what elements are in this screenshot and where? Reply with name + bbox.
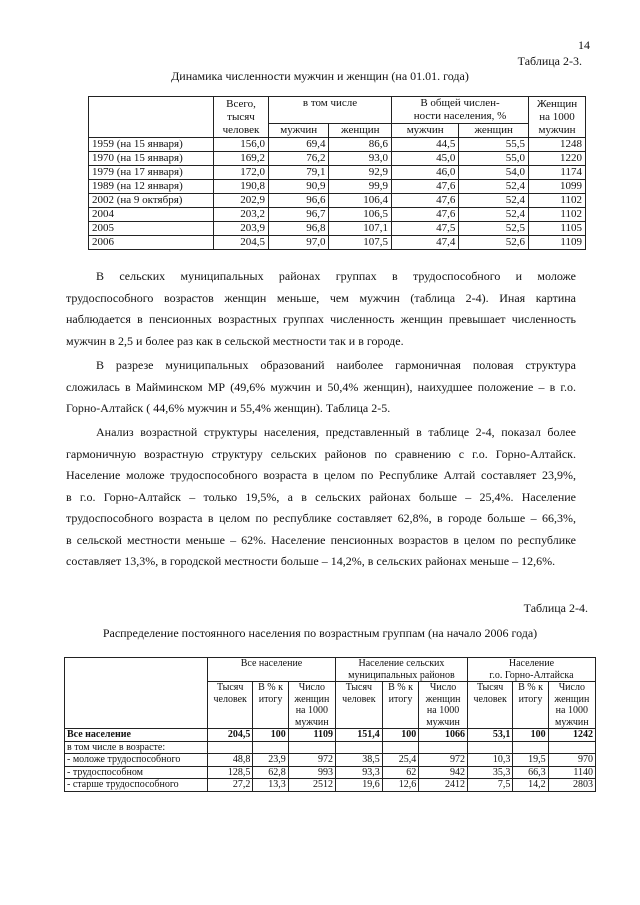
value-cell: 190,8 (214, 180, 269, 194)
value-cell: 93,0 (329, 152, 392, 166)
header-text: Женщин (536, 97, 578, 110)
value-cell: 47,4 (392, 236, 459, 250)
value-cell: 99,9 (329, 180, 392, 194)
header-text: Число (429, 682, 457, 693)
header-text: Число (298, 682, 325, 693)
age-distribution-table (64, 657, 596, 792)
value-cell: 100 (382, 729, 418, 742)
value-cell: 52,6 (459, 236, 529, 250)
value-cell: 86,6 (329, 138, 392, 152)
header-text: В % к (388, 682, 413, 693)
value-cell: 44,5 (392, 138, 459, 152)
header-text: мужчин (555, 716, 589, 728)
value-cell: 47,6 (392, 180, 459, 194)
value-cell: 1174 (529, 166, 586, 180)
row-label-cell: - старше трудоспособного (65, 779, 208, 792)
value-cell: 12,6 (382, 779, 418, 792)
header-text: на 1000 (539, 110, 575, 123)
value-cell: 38,5 (335, 754, 382, 767)
year-cell: 1959 (на 15 января) (89, 138, 214, 152)
text-line: Анализ возрастной структуры населения, представленный в таблице 2-4, показал более (96, 425, 576, 439)
women-header-cell: женщин (329, 124, 392, 138)
value-cell: 1248 (529, 138, 586, 152)
value-cell: 970 (548, 754, 595, 767)
value-cell: 46,0 (392, 166, 459, 180)
subheader-cell (208, 682, 253, 729)
header-text: г.о. Горно-Алтайска (489, 669, 574, 681)
table-row (89, 138, 586, 152)
value-cell: 69,4 (269, 138, 329, 152)
header-text: мужчин (538, 123, 576, 136)
text-line: мужчин в 2,5 и более раз как в сельской местности так и в городе. (66, 333, 404, 348)
header-text: Тысяч (217, 682, 244, 693)
table-header-row (89, 97, 586, 124)
value-cell: 90,9 (269, 180, 329, 194)
header-text: человек (222, 123, 260, 136)
gender-dynamics-table (88, 96, 586, 250)
value-cell: 47,6 (392, 208, 459, 222)
header-text: человек (213, 693, 247, 705)
value-cell: 100 (513, 729, 548, 742)
header-text: Население (508, 658, 555, 669)
header-text: Всего, (226, 97, 256, 110)
value-cell (467, 741, 512, 754)
header-text: женщин (554, 693, 590, 705)
value-cell: 1140 (548, 766, 595, 779)
value-cell: 1066 (419, 729, 468, 742)
year-cell: 2005 (89, 222, 214, 236)
subheader-cell (419, 682, 468, 729)
text-line: трудоспособного возрастов женщин меньше, чем мужчин (таблица 2-4). Иная картина (66, 290, 576, 305)
table-header-row (65, 658, 596, 682)
value-cell: 1109 (288, 729, 335, 742)
header-text: тысяч (227, 110, 255, 123)
subheader-cell (513, 682, 548, 729)
header-text: Тысяч (476, 682, 504, 693)
header-text: человек (473, 693, 507, 705)
row-label-cell: Все население (65, 729, 208, 742)
header-text: Население сельских (358, 658, 445, 669)
rural-header-cell (335, 658, 467, 682)
paragraph-3 (66, 422, 576, 573)
subheader-cell (288, 682, 335, 729)
value-cell: 62 (382, 766, 418, 779)
value-cell (419, 741, 468, 754)
header-text: В % к (518, 682, 543, 693)
value-cell: 97,0 (269, 236, 329, 250)
value-cell: 972 (419, 754, 468, 767)
value-cell: 972 (288, 754, 335, 767)
city-header-cell (467, 658, 595, 682)
value-cell: 27,2 (208, 779, 253, 792)
year-cell: 2002 (на 9 октября) (89, 194, 214, 208)
value-cell: 106,4 (329, 194, 392, 208)
value-cell: 128,5 (208, 766, 253, 779)
text-line: В разрезе муниципальных образований наиболее гармоничная половая структура (96, 358, 576, 372)
value-cell: 202,9 (214, 194, 269, 208)
header-text: человек (342, 693, 376, 705)
value-cell: 19,6 (335, 779, 382, 792)
per1000-header-cell (529, 97, 586, 138)
value-cell: 25,4 (382, 754, 418, 767)
paragraph-2 (66, 355, 576, 420)
value-cell: 55,0 (459, 152, 529, 166)
value-cell: 1102 (529, 194, 586, 208)
text-line: наблюдается в пенсионных возрастных группах численность женщин превышает численность (66, 312, 576, 326)
header-text: на 1000 (555, 705, 588, 716)
value-cell: 35,3 (467, 766, 512, 779)
year-cell: 1970 (на 15 января) (89, 152, 214, 166)
header-text: В общей числен- (420, 97, 500, 109)
value-cell: 1242 (548, 729, 595, 742)
value-cell: 13,3 (253, 779, 288, 792)
value-cell: 23,9 (253, 754, 288, 767)
value-cell: 151,4 (335, 729, 382, 742)
value-cell: 106,5 (329, 208, 392, 222)
header-text: Тысяч (345, 682, 373, 693)
value-cell (382, 741, 418, 754)
header-text: мужчин (426, 716, 460, 728)
value-cell: 172,0 (214, 166, 269, 180)
value-cell: 2803 (548, 779, 595, 792)
header-text: мужчин (295, 716, 329, 728)
text-line: Население моложе трудоспособного возраста в целом по Республике Алтай составляет 23,9%, (66, 468, 576, 482)
value-cell (208, 741, 253, 754)
value-cell: 76,2 (269, 152, 329, 166)
text-line: трудоспособного возраста в целом по республике составляет 62,8%, в городе больше – 66,3%, (66, 511, 576, 525)
value-cell: 96,8 (269, 222, 329, 236)
value-cell: 45,0 (392, 152, 459, 166)
label-header-cell (65, 658, 208, 729)
value-cell: 62,8 (253, 766, 288, 779)
value-cell: 96,7 (269, 208, 329, 222)
men-header-cell: мужчин (269, 124, 329, 138)
header-text: ности населения, % (413, 110, 507, 122)
value-cell: 203,9 (214, 222, 269, 236)
value-cell: 1099 (529, 180, 586, 194)
subheader-cell (548, 682, 595, 729)
value-cell: 93,3 (335, 766, 382, 779)
share-header-cell (392, 97, 529, 124)
row-label-cell: - моложе трудоспособного (65, 754, 208, 767)
table-row (89, 208, 586, 222)
table-row (89, 194, 586, 208)
men-pct-header-cell: мужчин (392, 124, 459, 138)
table-row (89, 222, 586, 236)
header-text: муниципальных районов (348, 669, 455, 681)
header-text: женщин (425, 693, 461, 705)
value-cell: 47,6 (392, 194, 459, 208)
value-cell: 169,2 (214, 152, 269, 166)
value-cell: 107,5 (329, 236, 392, 250)
year-cell: 2006 (89, 236, 214, 250)
subheader-cell (335, 682, 382, 729)
value-cell: 100 (253, 729, 288, 742)
table-row (89, 236, 586, 250)
value-cell: 48,8 (208, 754, 253, 767)
value-cell (288, 741, 335, 754)
value-cell: 2512 (288, 779, 335, 792)
women-pct-header-cell: женщин (459, 124, 529, 138)
table-title: Динамика численности мужчин и женщин (на 01.01. года) (171, 69, 469, 83)
value-cell: 92,9 (329, 166, 392, 180)
value-cell (335, 741, 382, 754)
value-cell: 7,5 (467, 779, 512, 792)
table-row (65, 766, 596, 779)
value-cell: 1109 (529, 236, 586, 250)
incl-header-cell: в том числе (269, 97, 392, 124)
header-text: Число (558, 682, 585, 693)
value-cell: 942 (419, 766, 468, 779)
value-cell: 52,4 (459, 194, 529, 208)
value-cell: 1102 (529, 208, 586, 222)
value-cell: 52,5 (459, 222, 529, 236)
value-cell: 203,2 (214, 208, 269, 222)
year-cell: 1989 (на 12 января) (89, 180, 214, 194)
header-text: итогу (258, 693, 283, 705)
value-cell: 19,5 (513, 754, 548, 767)
table-row (89, 180, 586, 194)
header-text: В % к (258, 682, 283, 693)
value-cell: 52,4 (459, 180, 529, 194)
value-cell: 54,0 (459, 166, 529, 180)
text-line: гармоничную возрастную структуру сельских районов по сравнению с г.о. Горно-Алтайск. (66, 446, 576, 461)
header-text: женщин (294, 693, 330, 705)
value-cell: 107,1 (329, 222, 392, 236)
subheader-cell (467, 682, 512, 729)
table-row (65, 741, 596, 754)
header-text: на 1000 (295, 705, 328, 716)
text-line: сложилась в Майминском МР (49,6% мужчин и 50,4% женщин), наихудшее положение – в г.о. (66, 379, 576, 394)
value-cell: 204,5 (208, 729, 253, 742)
value-cell (513, 741, 548, 754)
value-cell (548, 741, 595, 754)
subheader-cell (382, 682, 418, 729)
value-cell: 1105 (529, 222, 586, 236)
paragraph-1 (66, 266, 576, 352)
page-number: 14 (578, 38, 590, 52)
subheader-cell (253, 682, 288, 729)
value-cell: 79,1 (269, 166, 329, 180)
value-cell: 52,4 (459, 208, 529, 222)
table-caption: Таблица 2-3. (517, 54, 582, 68)
year-header-cell (89, 97, 214, 138)
row-label-cell: в том числе в возрасте: (65, 741, 208, 754)
value-cell: 53,1 (467, 729, 512, 742)
total-header-cell (214, 97, 269, 138)
value-cell: 14,2 (513, 779, 548, 792)
header-text: итогу (388, 693, 413, 705)
table-caption: Таблица 2-4. (523, 601, 588, 615)
year-cell: 2004 (89, 208, 214, 222)
table-title: Распределение постоянного населения по возрастным группам (на начало 2006 года) (102, 626, 538, 640)
value-cell: 66,3 (513, 766, 548, 779)
text-line: В сельских муниципальных районах группах в трудоспособного и моложе (96, 269, 576, 283)
value-cell: 47,5 (392, 222, 459, 236)
all-header-cell: Все население (208, 658, 336, 682)
value-cell: 55,5 (459, 138, 529, 152)
header-text: на 1000 (426, 705, 460, 716)
value-cell: 993 (288, 766, 335, 779)
table-row (89, 166, 586, 180)
text-line: составляет 13,3%, в городской местности больше – 14,2%, в сельских районах меньше – 12,6%. (66, 554, 556, 568)
row-label-cell: - трудоспособном (65, 766, 208, 779)
value-cell: 96,6 (269, 194, 329, 208)
text-line: Горно-Алтайск ( 44,6% мужчин и 55,4% женщин). Таблица 2-5. (66, 401, 391, 415)
value-cell: 10,3 (467, 754, 512, 767)
text-line: в г.о. Горно-Алтайск – только 19,5%, а в сельских районах больше – 25,4%. Население (66, 489, 576, 504)
header-text: итогу (518, 693, 543, 705)
value-cell: 204,5 (214, 236, 269, 250)
value-cell (253, 741, 288, 754)
table-row (89, 152, 586, 166)
text-line: в сельской местности меньше – 62%. Население пенсионных возрастов в целом по республике (66, 532, 576, 547)
value-cell: 156,0 (214, 138, 269, 152)
value-cell: 2412 (419, 779, 468, 792)
table-row (65, 779, 596, 792)
table-row (65, 729, 596, 742)
table-row (65, 754, 596, 767)
value-cell: 1220 (529, 152, 586, 166)
year-cell: 1979 (на 17 января) (89, 166, 214, 180)
